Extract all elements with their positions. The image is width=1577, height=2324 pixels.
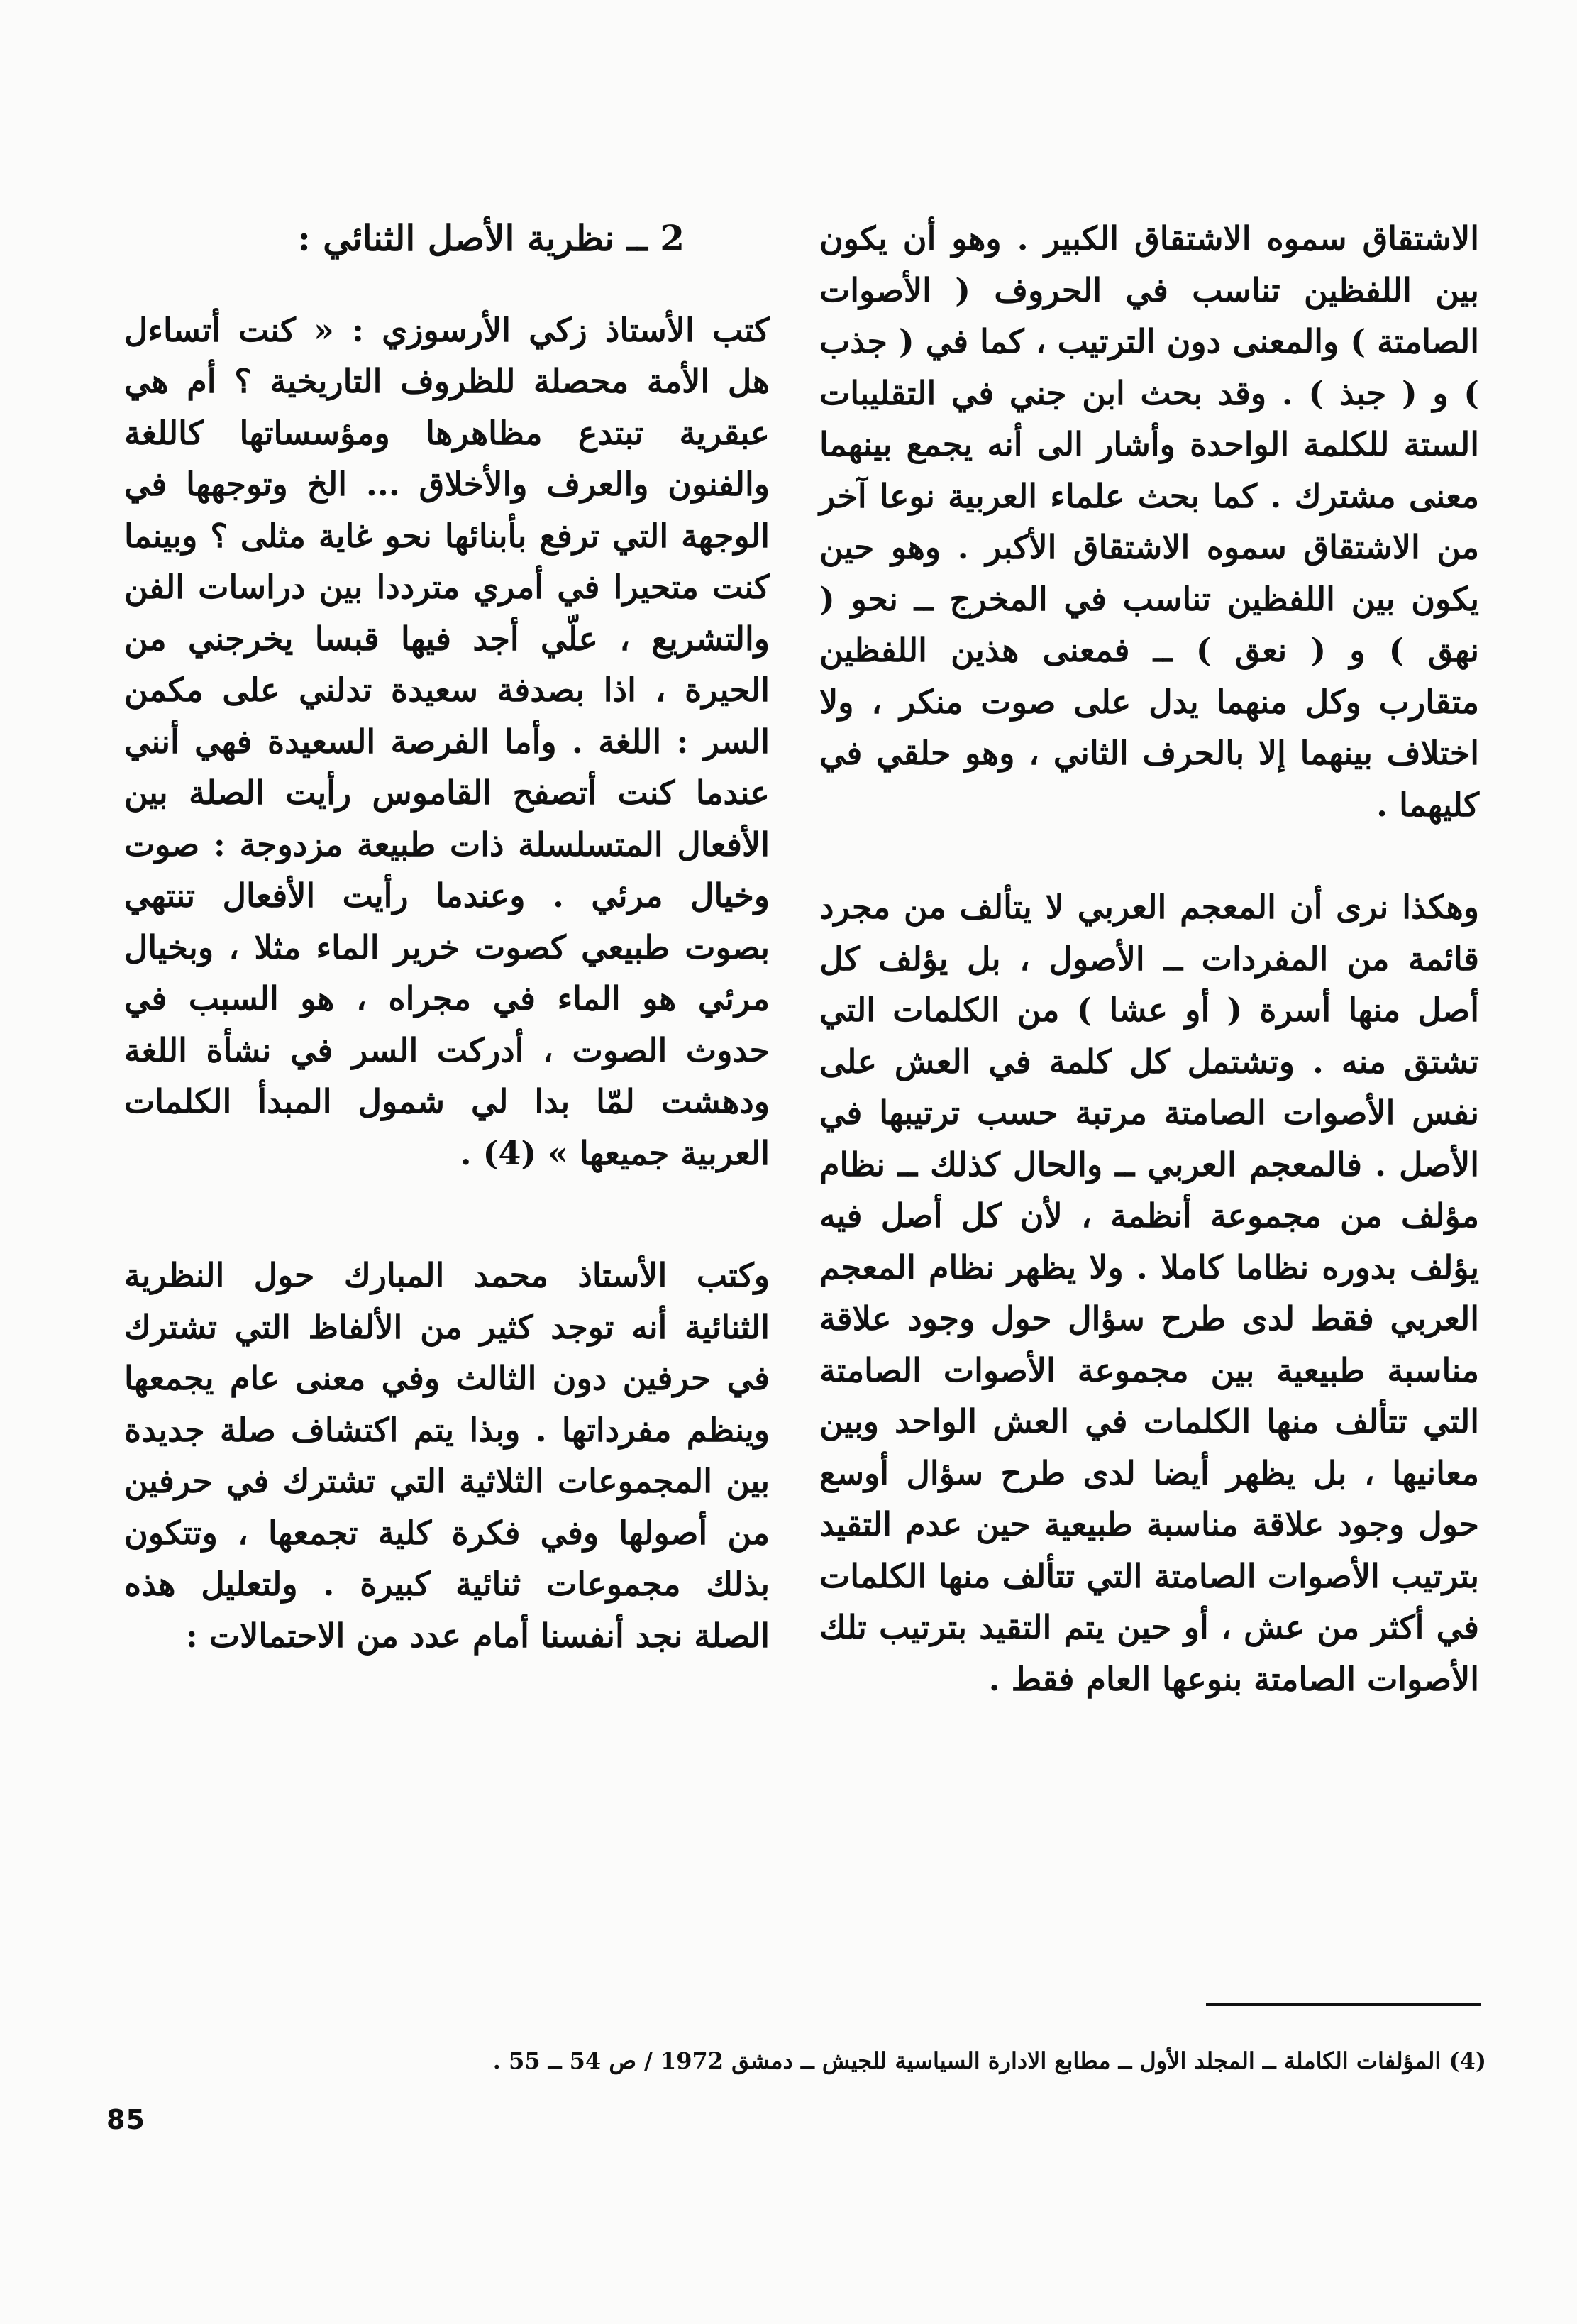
right-text-column — [819, 213, 1479, 1705]
left-column-paragraph-1: كتب الأستاذ زكي الأرسوزي : « كنت أتساءل هل الأمة محصلة للظروف التاريخية ؟ أم هي عبقرية تبتدع مظاهرها ومؤسساتها كاللغة والفنون والعرف والأخلاق ... الخ وتوجهها في الوجهة التي ترفع بأبنائها نحو غاية مثلى ؟ وبينما كنت متحيرا في أمري مترددا بين دراسات الفن والتشريع ، علّي أجد فيها قبسا يخرجني من الحيرة ، اذا بصدفة سعيدة تدلني على مكمن السر : اللغة . وأما الفرصة السعيدة فهي أنني عندما كنت أتصفح القاموس رأيت الصلة بين الأفعال المتسلسلة ذات طبيعة مزدوجة : صوت وخيال مرئي . وعندما رأيت الأفعال تنتهي بصوت طبيعي كصوت خرير الماء مثلا ، وبخيال مرئي هو الماء في مجراه ، هو السبب في حدوث الصوت ، أدركت السر في نشأة اللغة ودهشت لمّا بدا لي شمول المبدأ الكلمات العربية جميعها » (4) . — [124, 310, 770, 1172]
left-column-paragraph-2: وكتب الأستاذ محمد المبارك حول النظرية الثنائية أنه توجد كثير من الألفاظ التي تشترك في حرفين دون الثالث وفي معنى عام يجمعها وينظم مفرداتها . وبذا يتم اكتشاف صلة جديدة بين المجموعات الثلاثية التي تشترك في حرفين من أصولها وفي فكرة كلية تجمعها ، وتتكون بذلك مجموعات ثنائية كبيرة . ولتعليل هذه الصلة نجد أنفسنا أمام عدد من الاحتمالات : — [124, 1256, 770, 1655]
section-heading: 2 ــ نظرية الأصل الثنائي : — [297, 217, 685, 259]
footnote: (4) المؤلفات الكاملة ــ المجلد الأول ــ مطابع الادارة السياسية للجيش ــ دمشق 1972 / ص 54 ــ 55 . — [492, 2047, 1486, 2074]
footnote-separator — [1206, 2003, 1481, 2006]
page-number: 85 — [106, 2104, 145, 2135]
right-column-paragraph-1: الاشتقاق سموه الاشتقاق الكبير . وهو أن يكون بين اللفظين تناسب في الحروف ( الأصوات الصامتة ) والمعنى دون الترتيب ، كما في ( جذب ) و ( جبذ ) . وقد بحث ابن جني في التقليبات الستة للكلمة الواحدة وأشار الى أنه يجمع بينهما معنى مشترك . كما بحث علماء العربية نوعا آخر من الاشتقاق سموه الاشتقاق الأكبر . وهو حين يكون بين اللفظين تناسب في المخرج ــ نحو ( نهق ) و ( نعق ) ــ فمعنى هذين اللفظين متقارب وكل منهما يدل على صوت منكر ، ولا اختلاف بينهما إلا بالحرف الثاني ، وهو حلقي في كليهما . — [819, 219, 1479, 824]
right-column-paragraph-2: وهكذا نرى أن المعجم العربي لا يتألف من مجرد قائمة من المفردات ــ الأصول ، بل يؤلف كل أصل منها أسرة ( أو عشا ) من الكلمات التي تشتق منه . وتشتمل كل كلمة في العش على نفس الأصوات الصامتة مرتبة حسب ترتيبها في الأصل . فالمعجم العربي ــ والحال كذلك ــ نظام مؤلف من مجموعة أنظمة ، لأن كل أصل فيه يؤلف بدوره نظاما كاملا . ولا يظهر نظام المعجم العربي فقط لدى طرح سؤال حول وجود علاقة مناسبة طبيعية بين مجموعة الأصوات الصامتة التي تتألف منها الكلمات في العش الواحد وبين معانيها ، بل يظهر أيضا لدى طرح سؤال أوسع حول وجود علاقة مناسبة طبيعية حين عدم التقيد بترتيب الأصوات الصامتة التي تتألف منها الكلمات في أكثر من عش ، أو حين يتم التقيد بترتيب تلك الأصوات الصامتة بنوعها العام فقط . — [819, 888, 1479, 1698]
left-text-column — [124, 213, 770, 1661]
